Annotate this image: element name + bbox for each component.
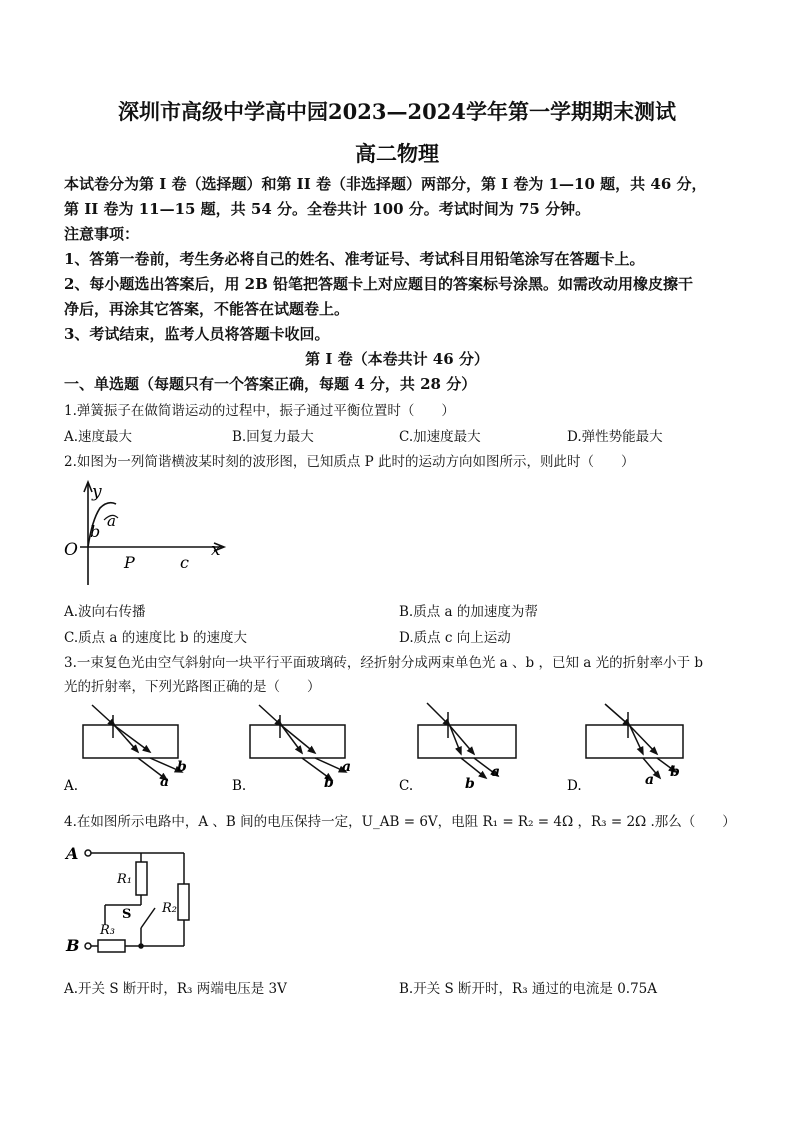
q4-terminal-a: A — [66, 844, 79, 863]
notice-2a: 2、每小题选出答案后，用 2B 铅笔把答题卡上对应题目的答案标号涂黑。如需改动用橡皮擦干 — [64, 275, 694, 293]
q1-stem: 1.弹簧振子在做简谐运动的过程中，振子通过平衡位置时（ ） — [64, 403, 455, 419]
single-choice-heading: 一、单选题（每题只有一个答案正确，每题 4 分，共 28 分） — [64, 375, 477, 393]
q4-label-s: S — [122, 907, 132, 922]
q3c-ray-b: b — [465, 776, 475, 792]
q1-option-b: B.回复力最大 — [232, 429, 314, 445]
q3b-ray-a: a — [342, 759, 352, 775]
notice-1: 1、答第一卷前，考生务必将自己的姓名、准考证号、考试科目用铅笔涂写在答题卡上。 — [64, 250, 645, 268]
q2-label-c: c — [180, 553, 189, 572]
q3-stem-line-2: 光的折射率，下列光路图正确的是（ ） — [64, 679, 321, 695]
q2-label-b: b — [90, 522, 101, 541]
intro-line-1: 本试卷分为第 I 卷（选择题）和第 II 卷（非选择题）两部分，第 I 卷为 1—10 题，共 46 分， — [64, 175, 707, 193]
exam-title: 深圳市高级中学高中园2023—2024学年第一学期期末测试 — [118, 99, 676, 124]
q3-label-c: C. — [399, 778, 414, 794]
exam-subtitle: 高二物理 — [355, 141, 439, 166]
q3a-ray-a: a — [160, 774, 170, 790]
q3c-ray-a: a — [491, 764, 501, 780]
q4-label-r2: R₂ — [162, 901, 177, 916]
q3-label-b: B. — [232, 778, 247, 794]
q2-label-p: P — [124, 553, 135, 572]
q3a-ray-b: b — [177, 759, 187, 775]
q2-label-a: a — [107, 512, 116, 530]
q4-r1 — [136, 862, 147, 895]
q2-stem: 2.如图为一列简谐横波某时刻的波形图，已知质点 P 此时的运动方向如图所示，则此时（ ） — [64, 454, 635, 470]
intro-line-2: 第 II 卷为 11—15 题，共 54 分。全卷共计 100 分。考试时间为 75 分钟。 — [64, 200, 591, 218]
q2-label-x: x — [211, 540, 221, 560]
notice-3: 3、考试结束，监考人员将答题卡收回。 — [64, 325, 330, 343]
q2-option-c: C.质点 a 的速度比 b 的速度大 — [64, 630, 247, 646]
q1-option-c: C.加速度最大 — [399, 429, 481, 445]
q4-r3 — [98, 940, 125, 952]
q1-option-d: D.弹性势能最大 — [567, 429, 663, 445]
q4-label-r3: R₃ — [100, 923, 115, 938]
notice-title: 注意事项： — [64, 225, 140, 243]
notice-2b: 净后，再涂其它答案，不能答在试题卷上。 — [64, 300, 350, 318]
q4-option-b: B.开关 S 断开时，R₃ 通过的电流是 0.75A — [399, 981, 658, 997]
q4-option-a: A.开关 S 断开时，R₃ 两端电压是 3V — [64, 981, 287, 997]
part-title: 第 I 卷（本卷共计 46 分） — [305, 350, 489, 368]
q2-label-y: y — [92, 482, 102, 502]
q2-option-a: A.波向右传播 — [64, 604, 146, 620]
q3d-ray-a: a — [645, 772, 655, 788]
q4-stem: 4.在如图所示电路中，A 、B 间的电压保持一定，U_AB = 6V，电阻 R₁ = R₂ = 4Ω ，R₃ = 2Ω .那么（ ） — [64, 814, 736, 830]
q1-option-a: A.速度最大 — [64, 429, 133, 445]
q3d-ray-b: b — [670, 764, 680, 780]
q4-r2 — [178, 884, 189, 920]
q3b-ray-b: b — [324, 775, 334, 791]
q3-label-a: A. — [64, 778, 79, 794]
q2-option-b: B.质点 a 的加速度为帮 — [399, 604, 538, 620]
q2-label-origin: O — [64, 540, 78, 560]
q4-terminal-b: B — [66, 936, 80, 955]
q3-label-d: D. — [567, 778, 582, 794]
q4-label-r1: R₁ — [117, 872, 132, 887]
q4-switch-s — [141, 908, 155, 928]
q2-option-d: D.质点 c 向上运动 — [399, 630, 511, 646]
q3-stem-line-1: 3.一束复色光由空气斜射向一块平行平面玻璃砖，经折射分成两束单色光 a 、b ，已知 a 光的折射率小于 b — [64, 655, 704, 671]
